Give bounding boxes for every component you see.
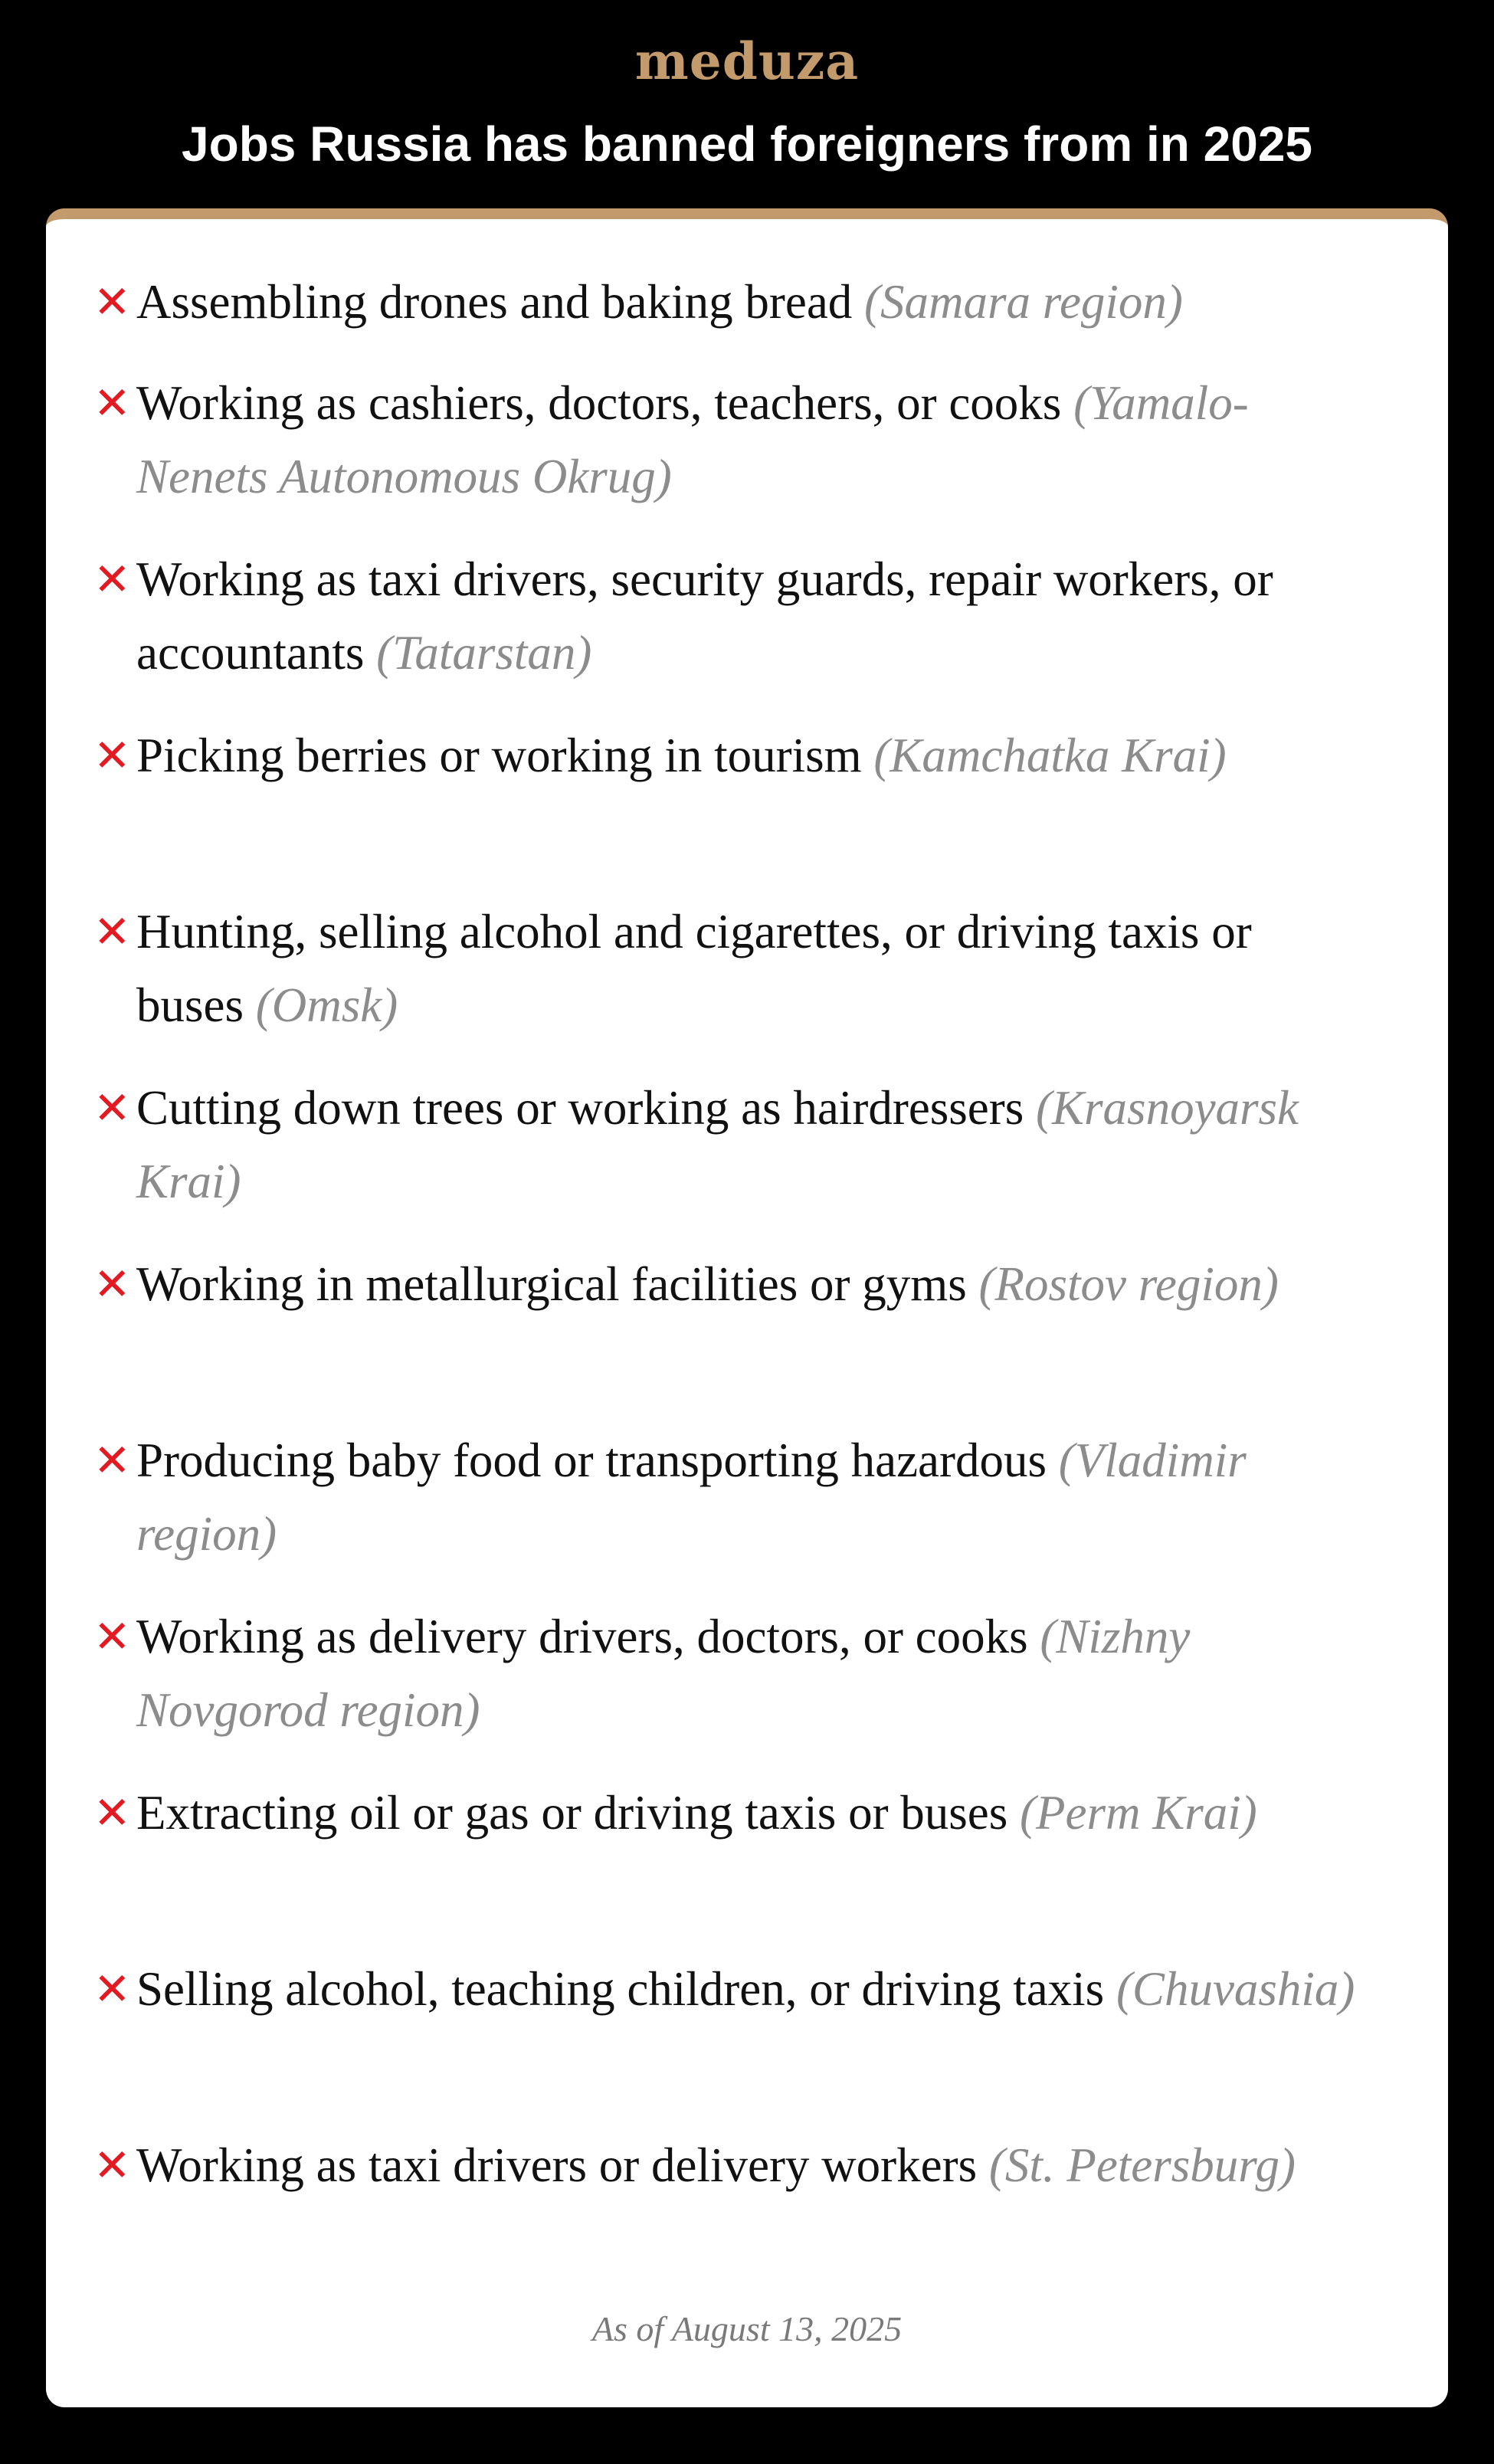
cross-icon: ✕ — [93, 377, 131, 429]
list-item — [93, 265, 1362, 339]
cross-icon: ✕ — [93, 1787, 131, 1839]
region-label: (Nizhny Novgorod region) — [136, 1610, 1191, 1737]
cross-icon: ✕ — [93, 729, 131, 781]
job-text: Working as delivery drivers, doctors, or cooks — [136, 1610, 1040, 1663]
region-label: (Perm Krai) — [1020, 1786, 1257, 1840]
list-item — [93, 895, 1362, 1042]
list-item — [93, 1424, 1362, 1571]
region-label: (Yamalo-Nenets Autonomous Okrug) — [136, 376, 1249, 503]
meduza-logo: meduza — [634, 31, 860, 91]
job-text: Picking berries or working in tourism — [136, 729, 874, 782]
list-item — [93, 1776, 1362, 1850]
region-label: (Tatarstan) — [376, 626, 592, 680]
cross-icon: ✕ — [93, 1434, 131, 1486]
cross-icon: ✕ — [93, 2139, 131, 2191]
region-label: (Rostov region) — [978, 1257, 1279, 1311]
region-label: (Samara region) — [864, 275, 1183, 329]
cross-icon: ✕ — [93, 1610, 131, 1663]
job-text: Working in metallurgical facilities or gyms — [136, 1257, 979, 1311]
region-label: (Chuvashia) — [1116, 1962, 1355, 2016]
job-text: Extracting oil or gas or driving taxis or buses — [136, 1786, 1021, 1840]
cross-icon: ✕ — [93, 553, 131, 605]
page-title: Jobs Russia has banned foreigners from in 2025 — [182, 116, 1312, 172]
cross-icon: ✕ — [93, 906, 131, 958]
cross-icon: ✕ — [93, 276, 131, 328]
job-text: Selling alcohol, teaching children, or driving taxis — [136, 1962, 1116, 2016]
content-card — [46, 208, 1448, 2407]
region-label: (Omsk) — [255, 978, 398, 1032]
date-footnote: As of August 13, 2025 — [591, 2309, 903, 2348]
cross-icon: ✕ — [93, 1963, 131, 2015]
job-text: Working as cashiers, doctors, teachers, or cooks — [136, 376, 1074, 430]
job-text: Producing baby food or transporting hazardous — [136, 1434, 1059, 1487]
region-label: (Krasnoyarsk Krai) — [136, 1081, 1299, 1208]
list-item — [93, 366, 1362, 513]
list-item — [93, 1952, 1362, 2026]
list-item — [93, 719, 1362, 792]
job-text: Cutting down trees or working as hairdressers — [136, 1081, 1037, 1135]
cross-icon: ✕ — [93, 1082, 131, 1134]
list-item — [93, 1600, 1362, 1747]
list-item — [93, 1071, 1362, 1218]
region-label: (St. Petersburg) — [988, 2138, 1296, 2192]
list-item — [93, 2128, 1362, 2202]
job-text: Assembling drones and baking bread — [136, 275, 865, 329]
cross-icon: ✕ — [93, 1258, 131, 1310]
region-label: (Vladimir region) — [136, 1434, 1247, 1561]
list-item — [93, 1247, 1362, 1321]
job-text: Working as taxi drivers or delivery workers — [136, 2138, 989, 2192]
region-label: (Kamchatka Krai) — [873, 729, 1227, 782]
job-text: Hunting, selling alcohol and cigarettes, or driving taxis or buses — [136, 905, 1252, 1032]
job-text: Working as taxi drivers, security guards, repair workers, or accountants — [136, 552, 1273, 680]
list-item — [93, 542, 1362, 690]
